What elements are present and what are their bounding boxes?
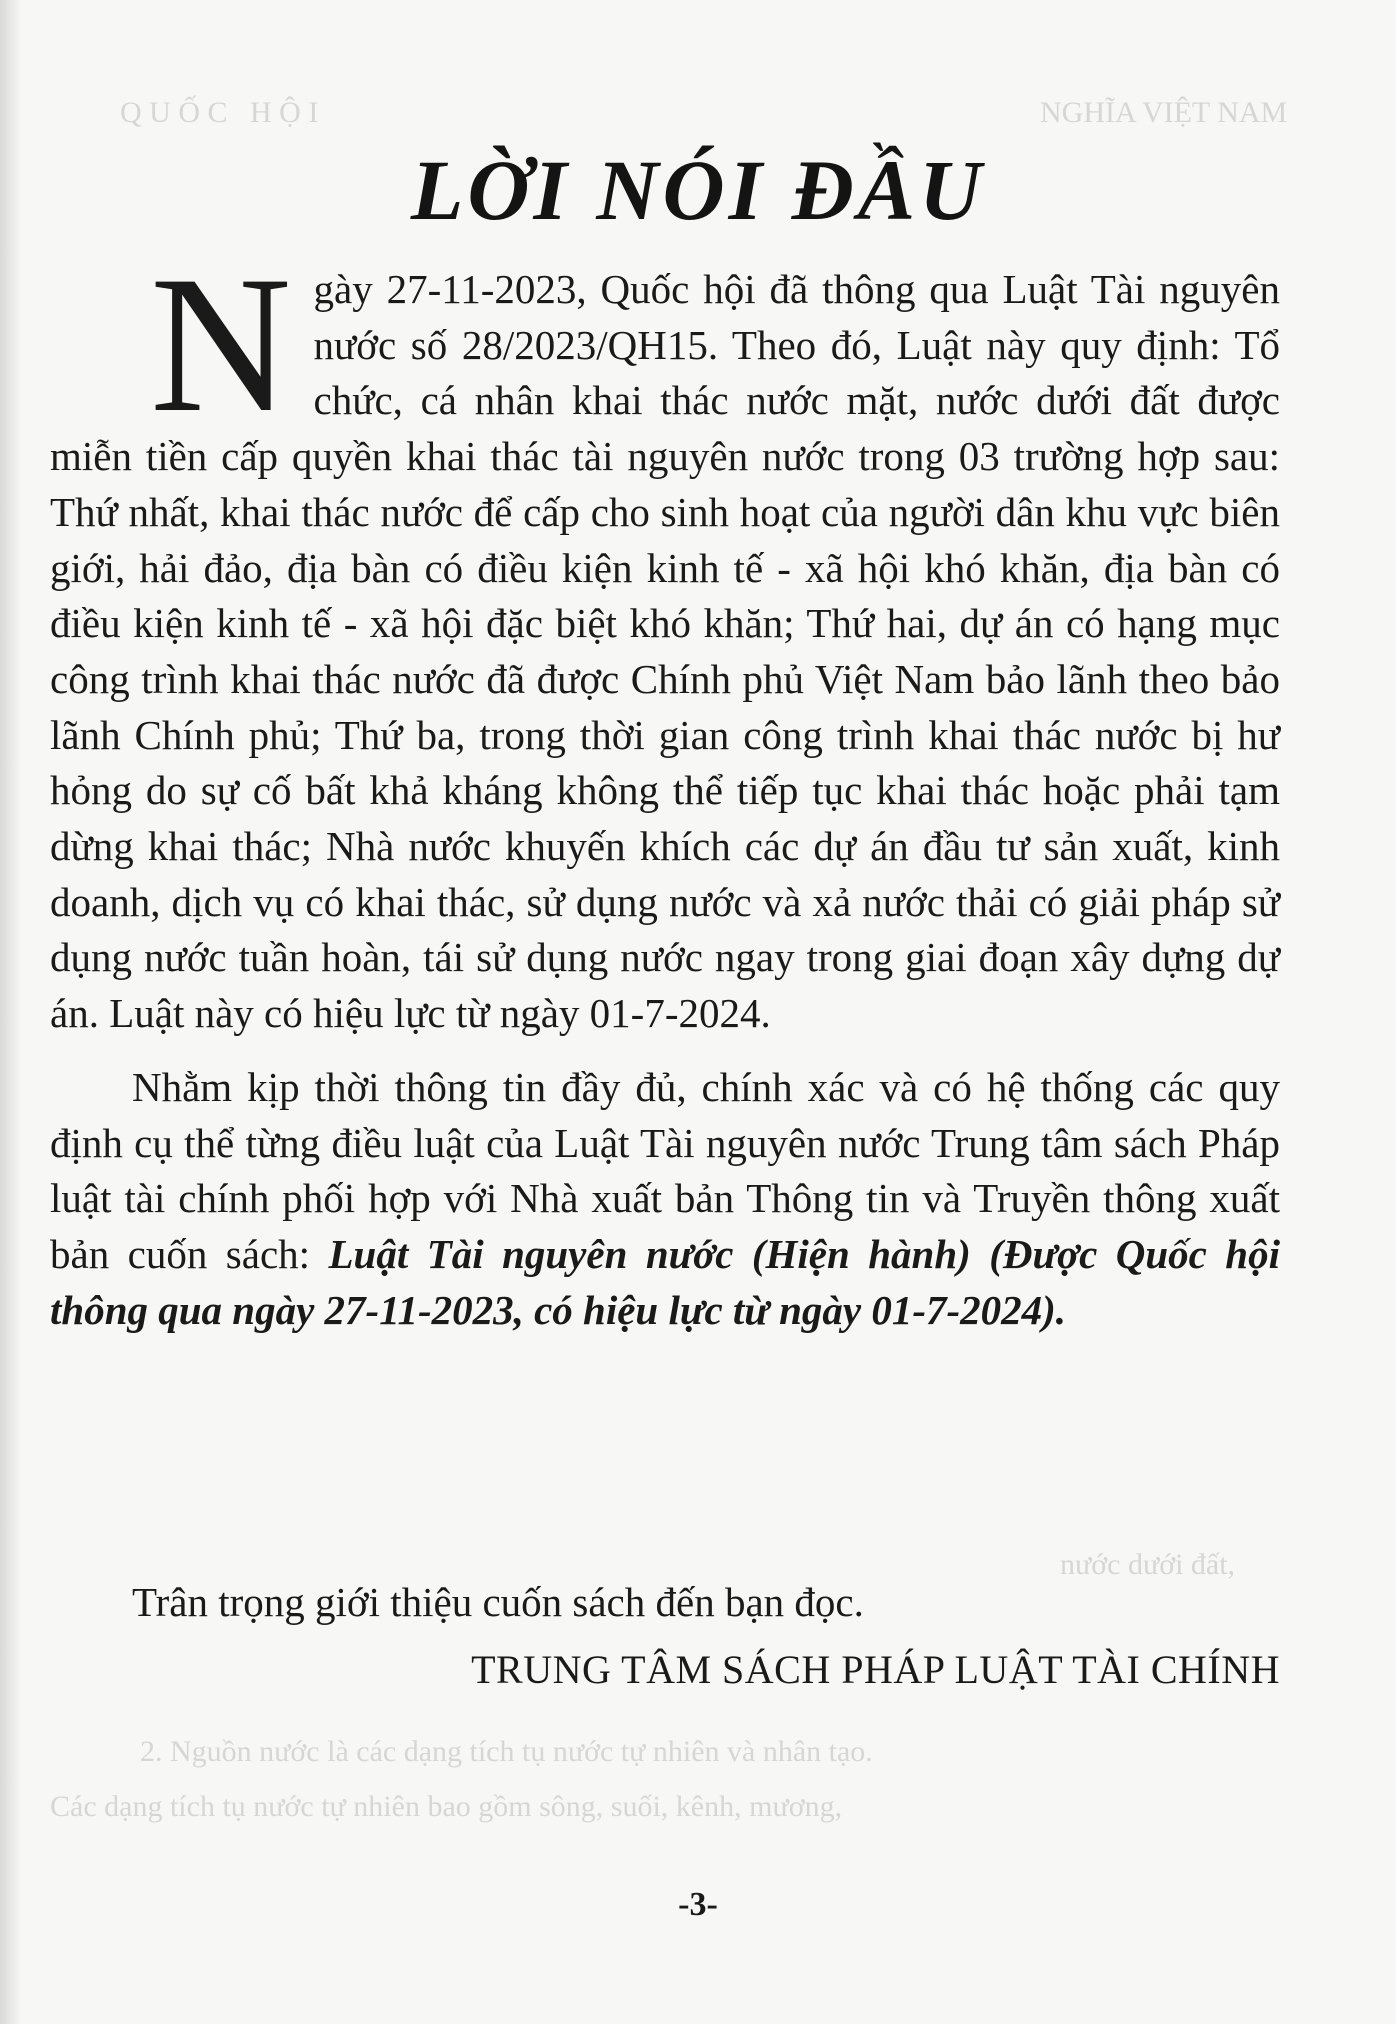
- drop-cap: N: [150, 236, 292, 453]
- bleed-through-text: 2. Nguồn nước là các dạng tích tụ nước tự nhiên và nhân tạo.: [140, 1735, 873, 1768]
- bleed-through-text: NGHĨA VIỆT NAM: [1040, 96, 1288, 129]
- page-title: LỜI NÓI ĐẦU: [410, 141, 986, 238]
- body-text: [50, 236, 1280, 1338]
- closing-line: Trân trọng giới thiệu cuốn sách đến bạn đọc.: [132, 1579, 864, 1625]
- bleed-through-text: Q U Ố C H Ộ I: [120, 96, 319, 129]
- page-number: -3-: [678, 1886, 718, 1923]
- bleed-through-text: nước dưới đất,: [1060, 1548, 1236, 1581]
- publisher-signature: TRUNG TÂM SÁCH PHÁP LUẬT TÀI CHÍNH: [471, 1647, 1280, 1692]
- bleed-through-text: Các dạng tích tụ nước tự nhiên bao gồm sông, suối, kênh, mương,: [50, 1790, 843, 1823]
- paragraph-purpose-text: Nhằm kịp thời thông tin đầy đủ, chính xác và có hệ thống các quy định cụ thể từng điều luật của Luật Tài nguyên nước Trung tâm sách Pháp luật tài chính phối hợp với Nhà xuất bản Thông tin và Truyền thông xuất bản cuốn sách:: [50, 1063, 1280, 1277]
- paragraph-intro-text: gày 27-11-2023, Quốc hội đã thông qua Luật Tài nguyên nước số 28/2023/QH15. Theo đó, Luật này quy định: Tổ chức, cá nhân khai thác nước mặt, nước dưới đất được miễn tiền cấp quyền khai thác tài nguyên nước trong 03 trường hợp sau: Thứ nhất, khai thác nước để cấp cho sinh hoạt của người dân khu vực biên giới, hải đảo, địa bàn có điều kiện kinh tế - xã hội khó khăn, địa bàn có điều kiện kinh tế - xã hội đặc biệt khó khăn; Thứ hai, dự án có hạng mục công trình khai thác nước đã được Chính phủ Việt Nam bảo lãnh theo bảo lãnh Chính phủ; Thứ ba, trong thời gian công trình khai thác nước bị hư hỏng do sự cố bất khả kháng không thể tiếp tục khai thác hoặc phải tạm dừng khai thác; Nhà nước khuyến khích các dự án đầu tư sản xuất, kinh doanh, dịch vụ có khai thác, sử dụng nước và xả nước thải có giải pháp sử dụng nước tuần hoàn, tái sử dụng nước ngay trong giai đoạn xây dựng dự án. Luật này có hiệu lực từ ngày 01-7-2024.: [50, 266, 1280, 1037]
- paragraph-purpose: [50, 1060, 1280, 1339]
- book-title: Luật Tài nguyên nước (Hiện hành) (Được Quốc hội thông qua ngày 27-11-2023, có hiệu lực từ ngày 01-7-2024).: [50, 1230, 1280, 1333]
- paragraph-intro: [50, 236, 1280, 1042]
